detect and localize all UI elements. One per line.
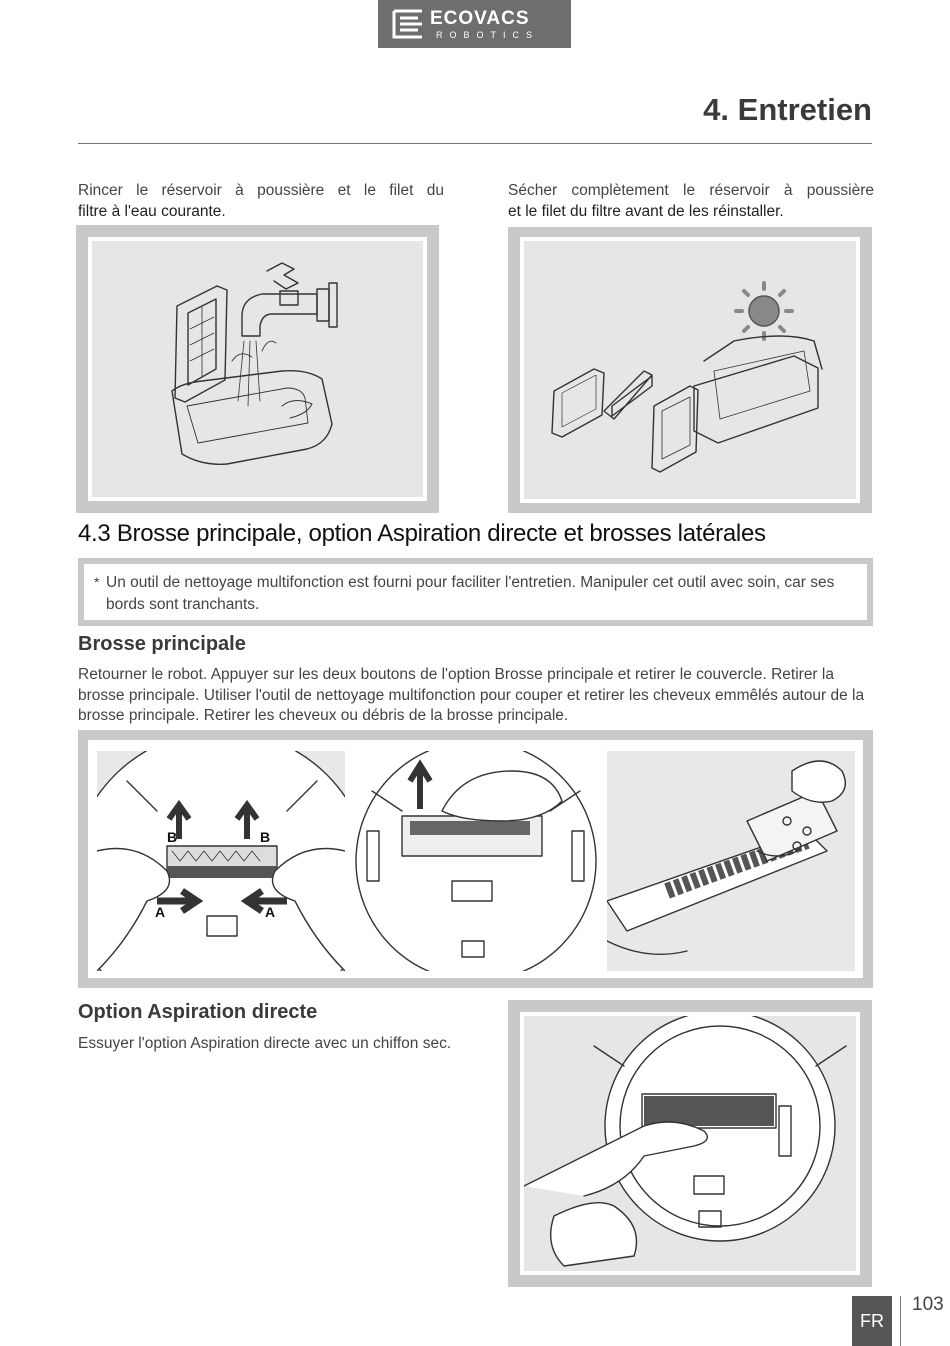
direct-suction-illustration bbox=[520, 1012, 860, 1275]
cut-hair-illustration bbox=[607, 751, 855, 971]
label-b-left: B bbox=[167, 829, 178, 845]
brand-subtitle: ROBOTICS bbox=[436, 30, 540, 40]
language-tab: FR bbox=[852, 1296, 892, 1346]
safety-note-text: Un outil de nettoyage multifonction est fourni pour faciliter l'entretien. Manipuler cet outil avec soin, car ses bords sont tranchants. bbox=[106, 574, 835, 613]
page-title: 4. Entretien bbox=[703, 92, 872, 127]
sun-drying-illustration bbox=[524, 241, 856, 499]
step-cut-hair-panel bbox=[607, 751, 855, 971]
remove-brush-illustration bbox=[352, 751, 600, 971]
step-remove-brush-panel bbox=[352, 751, 600, 971]
main-brush-illustration bbox=[88, 740, 863, 978]
rinse-illustration bbox=[88, 237, 427, 501]
label-a-right: A bbox=[265, 904, 276, 920]
dry-caption-line1: Sécher complètement le réservoir à poussière bbox=[508, 182, 874, 199]
dry-illustration-frame bbox=[508, 227, 872, 513]
ecovacs-logo bbox=[378, 0, 571, 48]
label-b-right: B bbox=[260, 829, 271, 845]
page-number-divider bbox=[900, 1296, 901, 1346]
dry-caption-line2: et le filet du filtre avant de les réinstaller. bbox=[508, 203, 784, 220]
label-a-left: A bbox=[155, 904, 166, 920]
section-heading: 4.3 Brosse principale, option Aspiration directe et brosses latérales bbox=[78, 520, 766, 547]
direct-suction-heading: Option Aspiration directe bbox=[78, 1001, 318, 1023]
step-press-buttons-panel bbox=[97, 751, 345, 971]
main-brush-illustration-frame bbox=[78, 730, 873, 988]
wipe-suction-illustration bbox=[524, 1016, 856, 1271]
main-brush-heading: Brosse principale bbox=[78, 633, 246, 655]
dry-illustration bbox=[520, 237, 860, 503]
faucet-dustbin-illustration bbox=[92, 241, 423, 497]
safety-note-box bbox=[78, 558, 873, 626]
page-number: 103 bbox=[912, 1294, 944, 1315]
direct-suction-illustration-frame bbox=[508, 1000, 872, 1287]
rinse-caption-line1: Rincer le réservoir à poussière et le filet du bbox=[78, 182, 444, 199]
main-brush-paragraph: Retourner le robot. Appuyer sur les deux boutons de l'option Brosse principale et retirer le couvercle. Retirer la brosse principale. Utiliser l'outil de nettoyage multifonction pour couper et retirer les cheveux emmêlés autour de la brosse principale. Retirer les cheveux ou débris de la brosse principale. bbox=[78, 666, 865, 724]
brand-name: ECOVACS bbox=[430, 8, 530, 29]
rinse-illustration-frame bbox=[76, 225, 439, 513]
press-buttons-illustration bbox=[97, 751, 345, 971]
direct-suction-paragraph: Essuyer l'option Aspiration directe avec un chiffon sec. bbox=[78, 1035, 452, 1052]
ecovacs-mark-icon bbox=[392, 8, 424, 40]
rinse-caption bbox=[78, 180, 444, 222]
title-divider bbox=[78, 143, 872, 144]
sun-icon bbox=[736, 283, 792, 339]
safety-note-inner bbox=[84, 564, 867, 620]
note-asterisk: * bbox=[94, 574, 100, 590]
dry-caption bbox=[508, 180, 874, 222]
rinse-caption-line2: filtre à l'eau courante. bbox=[78, 203, 226, 220]
